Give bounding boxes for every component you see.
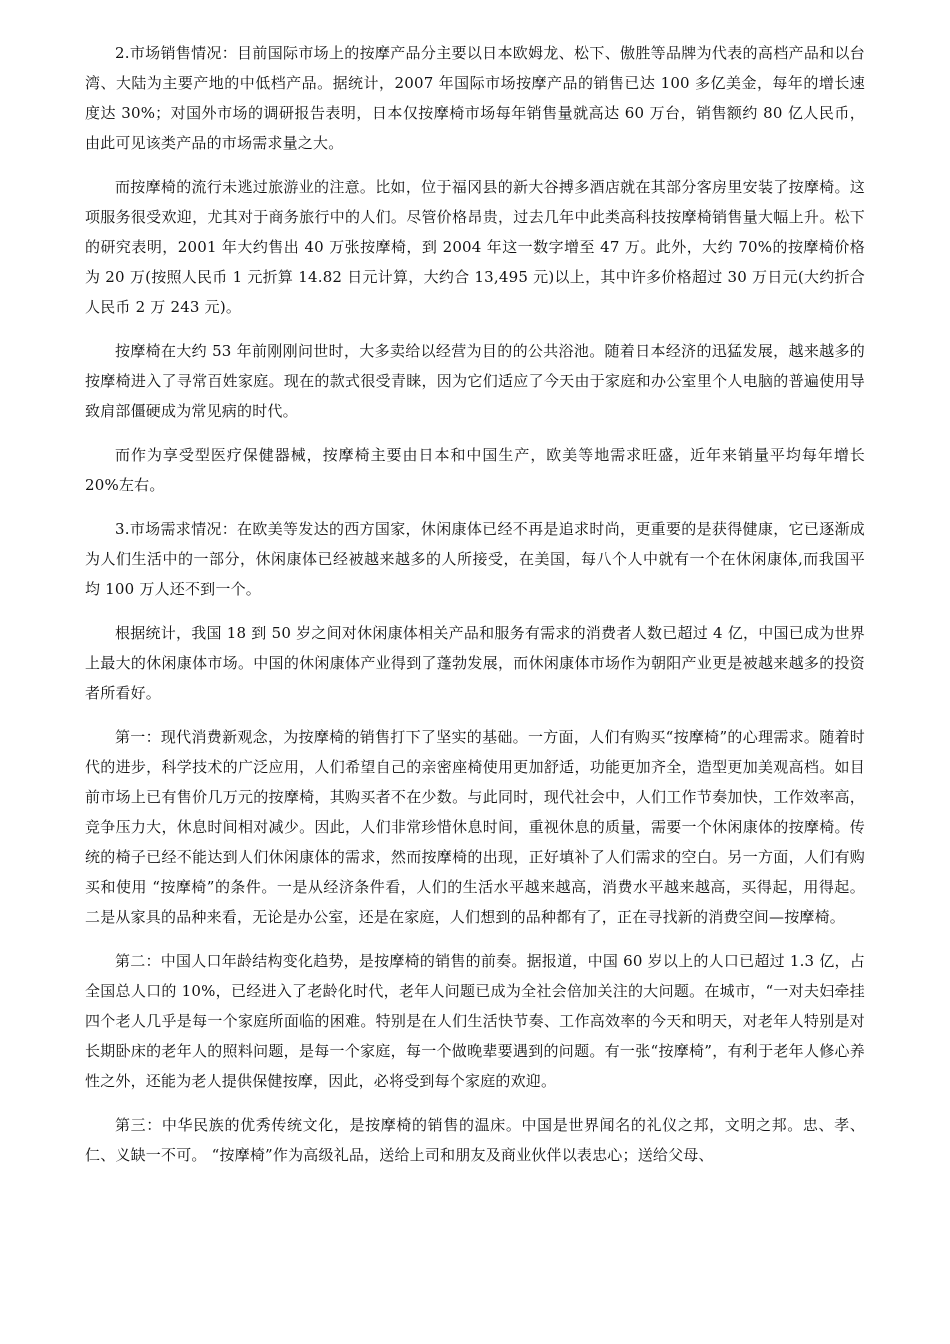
paragraph-production: 而作为享受型医疗保健器械，按摩椅主要由日本和中国生产，欧美等地需求旺盛，近年来销量平均每年增长 20%左右。: [85, 446, 865, 494]
paragraph-history: 按摩椅在大约 53 年前刚刚问世时，大多卖给以经营为目的的公共浴池。随着日本经济的迅猛发展，越来越多的按摩椅进入了寻常百姓家庭。现在的款式很受青睐，因为它们适应了今天由于家庭和办公室里个人电脑的普遍使用导致肩部僵硬成为常见病的时代。: [85, 342, 865, 420]
paragraph-tourism: 而按摩椅的流行未逃过旅游业的注意。比如，位于福冈县的新大谷搏多酒店就在其部分客房里安装了按摩椅。这项服务很受欢迎，尤其对于商务旅行中的人们。尽管价格昂贵，过去几年中此类高科技按摩椅销售量大幅上升。松下的研究表明，2001 年大约售出 40 万张按摩椅，到 2004 年这一数字增至 47 万。此外，大约 70%的按摩椅价格为 20 万(按照人民币 1 元折算 14.82 日元计算，大约合 13,495 元)以上，其中许多价格超过 30 万日元(大约折合人民币 2 万 243 元)。: [85, 178, 865, 316]
document-page: [85, 38, 865, 1184]
paragraph-market-sales: 2.市场销售情况：目前国际市场上的按摩产品分主要以日本欧姆龙、松下、傲胜等品牌为代表的高档产品和以台湾、大陆为主要产地的中低档产品。据统计，2007 年国际市场按摩产品的销售已达 100 多亿美金，每年的增长速度达 30%；对国外市场的调研报告表明，日本仅按摩椅市场每年销售量就高达 60 万台，销售额约 80 亿人民币，由此可见该类产品的市场需求量之大。: [85, 44, 865, 152]
paragraph-market-demand: 3.市场需求情况：在欧美等发达的西方国家，休闲康体已经不再是追求时尚，更重要的是获得健康，它已逐渐成为人们生活中的一部分，休闲康体已经被越来越多的人所接受，在美国，每八个人中就有一个在休闲康体,而我国平均 100 万人还不到一个。: [85, 520, 865, 598]
paragraph-point-two: 第二：中国人口年龄结构变化趋势，是按摩椅的销售的前奏。据报道，中国 60 岁以上的人口已超过 1.3 亿，占全国总人口的 10%，已经进入了老龄化时代，老年人问题已成为全社会倍加关注的大问题。在城市，“一对夫妇牵挂四个老人几乎是每一个家庭所面临的困难。特别是在人们生活快节奏、工作高效率的今天和明天，对老年人特别是对长期卧床的老年人的照料问题，是每一个家庭，每一个做晚辈要遇到的问题。有一张“按摩椅”，有利于老年人修心养性之外，还能为老人提供保健按摩，因此，必将受到每个家庭的欢迎。: [85, 952, 865, 1090]
paragraph-statistics: 根据统计，我国 18 到 50 岁之间对休闲康体相关产品和服务有需求的消费者人数已超过 4 亿，中国已成为世界上最大的休闲康体市场。中国的休闲康体产业得到了蓬勃发展，而休闲康体市场作为朝阳产业更是被越来越多的投资者所看好。: [85, 624, 865, 702]
paragraph-point-three: 第三：中华民族的优秀传统文化，是按摩椅的销售的温床。中国是世界闻名的礼仪之邦，文明之邦。忠、孝、仁、义缺一不可。 “按摩椅”作为高级礼品，送给上司和朋友及商业伙伴以表忠心；送给父母、: [85, 1116, 865, 1164]
paragraph-point-one: 第一：现代消费新观念，为按摩椅的销售打下了坚实的基础。一方面，人们有购买“按摩椅”的心理需求。随着时代的进步，科学技术的广泛应用，人们希望自己的亲密座椅使用更加舒适，功能更加齐全，造型更加美观高档。如目前市场上已有售价几万元的按摩椅，其购买者不在少数。与此同时，现代社会中，人们工作节奏加快，工作效率高，竞争压力大，休息时间相对减少。因此，人们非常珍惜休息时间，重视休息的质量，需要一个休闲康体的按摩椅。传统的椅子已经不能达到人们休闲康体的需求，然而按摩椅的出现，正好填补了人们需求的空白。另一方面，人们有购买和使用 “按摩椅”的条件。一是从经济条件看，人们的生活水平越来越高，消费水平越来越高，买得起，用得起。二是从家具的品种来看，无论是办公室，还是在家庭，人们想到的品种都有了，正在寻找新的消费空间—按摩椅。: [85, 728, 865, 926]
